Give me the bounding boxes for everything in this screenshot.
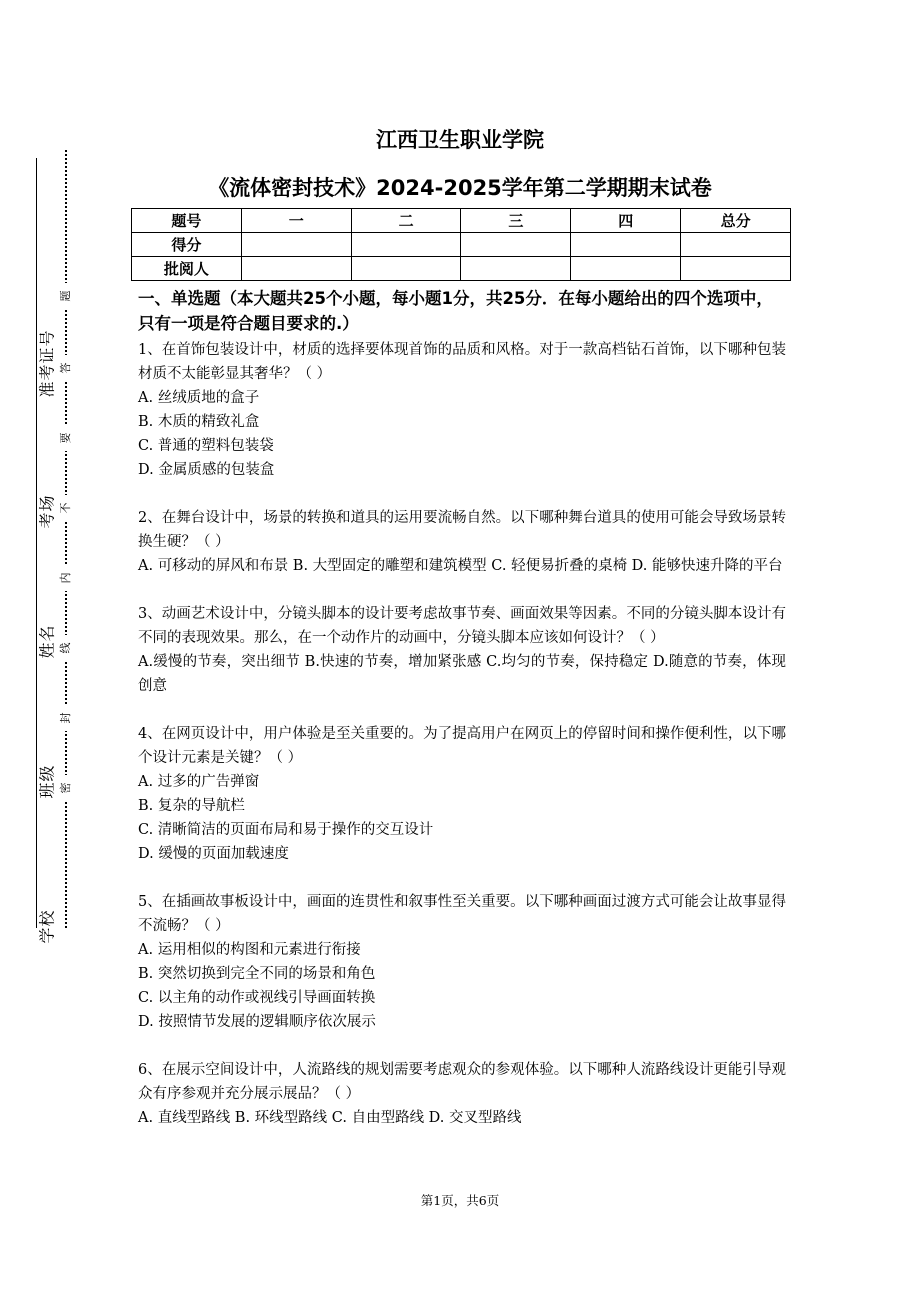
seal-dotted-line	[65, 150, 67, 928]
option-c: C. 清晰简洁的页面布局和易于操作的交互设计	[138, 822, 434, 838]
option-d: D. 金属质感的包装盒	[138, 462, 275, 478]
grader-cell[interactable]	[571, 257, 681, 281]
score-cell[interactable]	[461, 233, 571, 257]
option-c: C. 普通的塑料包装袋	[138, 438, 274, 454]
row-label: 批阅人	[132, 257, 242, 281]
option-c: C. 以主角的动作或视线引导画面转换	[138, 990, 376, 1006]
seal-char: 密	[57, 775, 73, 801]
score-row	[132, 233, 791, 257]
exam-title: 《流体密封技术》2024-2025学年第二学期期末试卷	[208, 176, 712, 200]
score-cell[interactable]	[351, 233, 461, 257]
field-school: 学校	[37, 909, 57, 944]
col-header: 一	[241, 209, 351, 233]
question-options: A.缓慢的节奏，突出细节 B.快速的节奏，增加紧张感 C.均匀的节奏，保持稳定 D.随意的节奏，体现创意	[138, 654, 786, 694]
question-stem: 4、在网页设计中，用户体验是至关重要的。为了提高用户在网页上的停留时间和操作便利性，以下哪个设计元素是关键？（ ）	[138, 726, 786, 766]
question-2	[138, 506, 786, 578]
score-cell[interactable]	[681, 233, 791, 257]
question-stem: 3、动画艺术设计中，分镜头脚本的设计要考虑故事节奏、画面效果等因素。不同的分镜头脚本设计有不同的表现效果。那么，在一个动作片的动画中，分镜头脚本应该如何设计？（ ）	[138, 606, 786, 646]
score-table-header-row	[132, 209, 791, 233]
question-1	[138, 338, 786, 482]
question-stem: 2、在舞台设计中，场景的转换和道具的运用要流畅自然。以下哪种舞台道具的使用可能会导致场景转换生硬？（ ）	[138, 510, 786, 550]
seal-char: 题	[57, 283, 73, 309]
row-label: 得分	[132, 233, 242, 257]
grader-cell[interactable]	[351, 257, 461, 281]
field-class: 班级	[37, 764, 57, 799]
school-title: 江西卫生职业学院	[376, 128, 544, 152]
question-4	[138, 722, 786, 866]
option-b: B. 突然切换到完全不同的场景和角色	[138, 966, 376, 982]
question-stem: 1、在首饰包装设计中，材质的选择要体现首饰的品质和风格。对于一款高档钻石首饰，以下哪种包装材质不太能彰显其奢华？（ ）	[138, 342, 786, 382]
question-options: A. 直线型路线 B. 环线型路线 C. 自由型路线 D. 交叉型路线	[138, 1110, 522, 1126]
seal-char: 线	[57, 635, 73, 661]
field-name: 姓名	[37, 624, 57, 659]
section-heading: 一、单选题（本大题共25个小题，每小题1分，共25分．在每小题给出的四个选项中，只有一项是符合题目要求的.）	[138, 289, 773, 333]
grader-cell[interactable]	[681, 257, 791, 281]
option-a: A. 丝绒质地的盒子	[138, 390, 260, 406]
page-number: 第1页，共6页	[420, 1193, 500, 1208]
score-cell[interactable]	[241, 233, 351, 257]
question-stem: 6、在展示空间设计中，人流路线的规划需要考虑观众的参观体验。以下哪种人流路线设计更能引导观众有序参观并充分展示展品？（ ）	[138, 1062, 786, 1102]
col-header: 二	[351, 209, 461, 233]
option-b: B. 复杂的导航栏	[138, 798, 245, 814]
question-options: A. 可移动的屏风和布景 B. 大型固定的雕塑和建筑模型 C. 轻便易折叠的桌椅 D. 能够快速升降的平台	[138, 558, 783, 574]
field-exam-id: 准考证号	[37, 329, 57, 398]
seal-char: 要	[57, 425, 73, 451]
option-a: A. 过多的广告弹窗	[138, 774, 260, 790]
col-header: 题号	[132, 209, 242, 233]
question-content	[138, 286, 786, 1130]
option-b: B. 木质的精致礼盒	[138, 414, 260, 430]
field-exam-room: 考场	[37, 494, 57, 529]
grader-cell[interactable]	[241, 257, 351, 281]
col-header: 总分	[681, 209, 791, 233]
grader-row	[132, 257, 791, 281]
seal-char: 不	[57, 495, 73, 521]
seal-char: 内	[57, 565, 73, 591]
seal-char: 封	[57, 705, 73, 731]
score-table	[131, 208, 791, 281]
col-header: 四	[571, 209, 681, 233]
score-cell[interactable]	[571, 233, 681, 257]
question-5	[138, 890, 786, 1034]
seal-char: 答	[57, 355, 73, 381]
col-header: 三	[461, 209, 571, 233]
question-6	[138, 1058, 786, 1130]
question-3	[138, 602, 786, 698]
option-d: D. 按照情节发展的逻辑顺序依次展示	[138, 1014, 376, 1030]
option-d: D. 缓慢的页面加载速度	[138, 846, 289, 862]
grader-cell[interactable]	[461, 257, 571, 281]
question-stem: 5、在插画故事板设计中，画面的连贯性和叙事性至关重要。以下哪种画面过渡方式可能会让故事显得不流畅？（ ）	[138, 894, 786, 934]
option-a: A. 运用相似的构图和元素进行衔接	[138, 942, 361, 958]
